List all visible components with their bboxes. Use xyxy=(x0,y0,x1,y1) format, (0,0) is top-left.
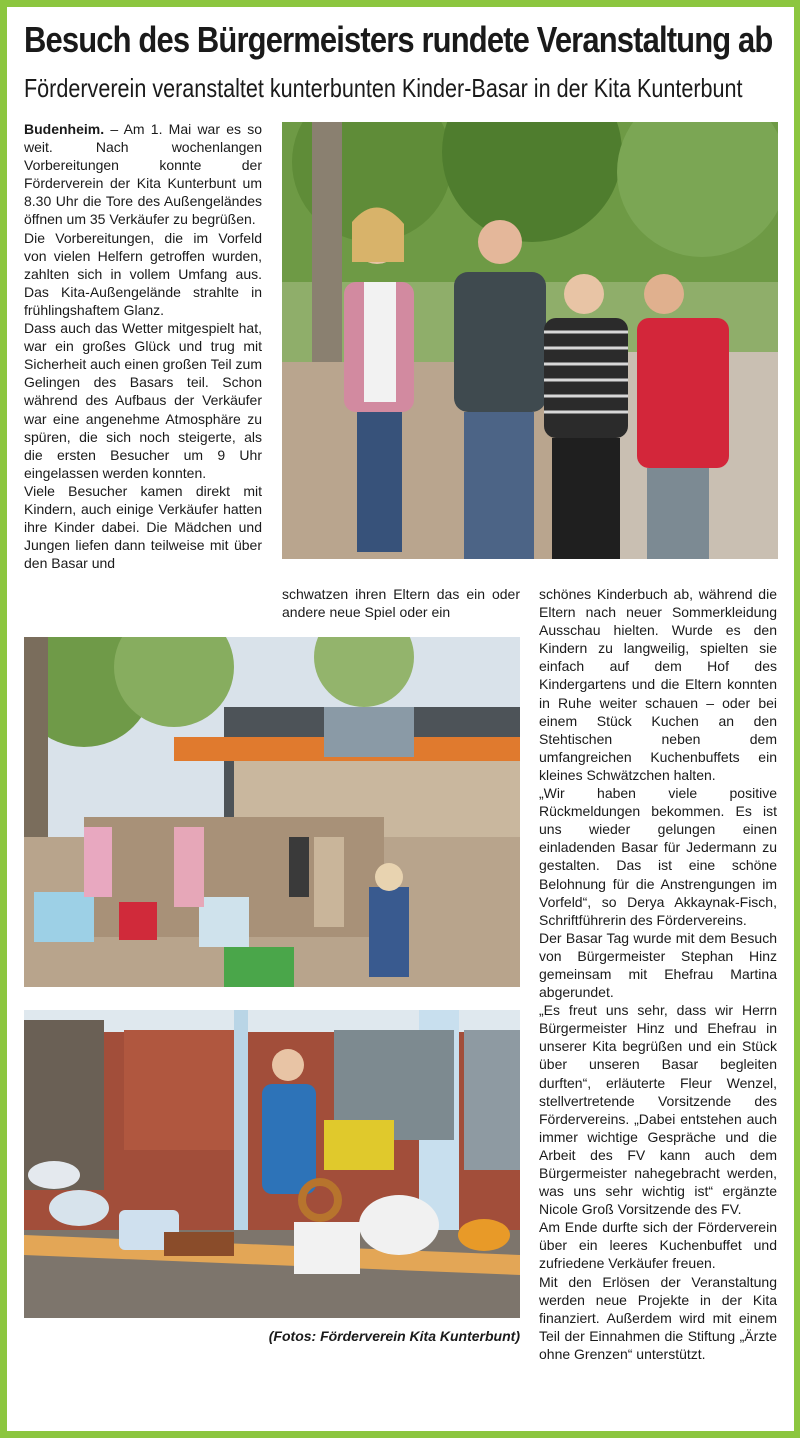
paragraph: Budenheim. – Am 1. Mai war es so weit. Nach wochenlangen Vorbereitungen konnte der Förderverein der Kita Kunterbunt um 8.30 Uhr die Tore des Außengeländes öffnen um 35 Verkäufer zu begrüßen. xyxy=(24,121,263,228)
paragraph: Der Basar Tag wurde mit dem Besuch von Bürgermeister Stephan Hinz gemeinsam mit Ehefrau Martina abgerundet. xyxy=(539,929,777,1001)
paragraph: Die Vorbereitungen, die im Vorfeld von vielen Helfern getroffen wurden, zahlten sich in vollem Umfang aus. Das Kita-Außengelände strahlte in frühlingshaftem Glanz. xyxy=(24,229,262,318)
photo-credit: (Fotos: Förderverein Kita Kunterbunt) xyxy=(268,1328,520,1344)
photo-bazaar-courtyard xyxy=(24,637,520,987)
paragraph: Am Ende durfte sich der Förderverein über ein leeres Kuchenbuffet und zufriedene Verkäufer freuen. xyxy=(539,1219,777,1272)
paragraph: schwatzen ihren Eltern das ein oder andere neue Spiel oder ein xyxy=(282,586,520,621)
headline: Besuch des Bürgermeisters rundete Veranstaltung ab xyxy=(24,19,773,60)
photo-group-portrait xyxy=(282,122,778,559)
text-column-2 xyxy=(282,585,520,621)
paragraph: „Es freut uns sehr, dass wir Herrn Bürgermeister Hinz und Ehefrau in unserer Kita begrüßen und ein Stück über unseren Basar begleiten durften“, erläuterte Fleur Wenzel, stellvertretende Vorsitzende des Fördervereins. „Dabei entstehen auch immer wichtige Gespräche und die Arbeit des FV kann auch dem Bürgermeister nahegebracht werden, was uns sehr wichtig ist“ ergänzte Nicole Groß Vorsitzende des FV. xyxy=(539,1002,777,1218)
paragraph: Dass auch das Wetter mitgespielt hat, war ein großes Glück und trug mit Sicherheit auch einen großen Teil zum Gelingen des Basars teil. Schon während des Aufbaus der Verkäufer war eine angenehme Atmosphäre zu spüren, die sich noch steigerte, als die ersten Besucher um 9 Uhr eingelassen werden konnten. xyxy=(24,320,262,481)
subheadline: Förderverein veranstaltet kunterbunten Kinder-Basar in der Kita Kunterbunt xyxy=(24,73,743,103)
paragraph: schönes Kinderbuch ab, während die Eltern nach neuer Sommerkleidung Ausschau hielten. Wurde es den Kindern zu langweilig, spielten sie einfach auf dem Hof des Kindergartens und die Eltern konnten in Ruhe weiter schauen – oder bei einem Stück Kuchen an den Stehtischen neben dem umfangreichen Kuchenbuffets ein kleines Schwätzchen halten. xyxy=(539,586,777,783)
photo-cake-buffet xyxy=(24,1010,520,1318)
paragraph: Mit den Erlösen der Veranstaltung werden neue Projekte in der Kita finanziert. Außerdem wird mit einem Teil der Einnahmen die Stiftung „Ärzte ohne Grenzen“ unterstützt. xyxy=(539,1273,777,1362)
text-column-3 xyxy=(539,585,777,1363)
paragraph: „Wir haben viele positive Rückmeldungen bekommen. Es ist uns wieder gelungen einen einladenden Basar für Jedermann zu gestalten. Das ist eine schöne Belohnung für die Anstrengungen im Vorfeld“, so Derya Akkaynak-Fisch, Schriftführerin des Fördervereins. xyxy=(539,785,777,928)
text-column-1 xyxy=(24,120,262,572)
dateline: Budenheim. xyxy=(24,121,105,137)
paragraph: Viele Besucher kamen direkt mit Kindern, auch einige Verkäufer hatten ihre Kinder dabei. Die Mädchen und Jungen liefen dann teilweise mit über den Basar und xyxy=(24,482,262,572)
